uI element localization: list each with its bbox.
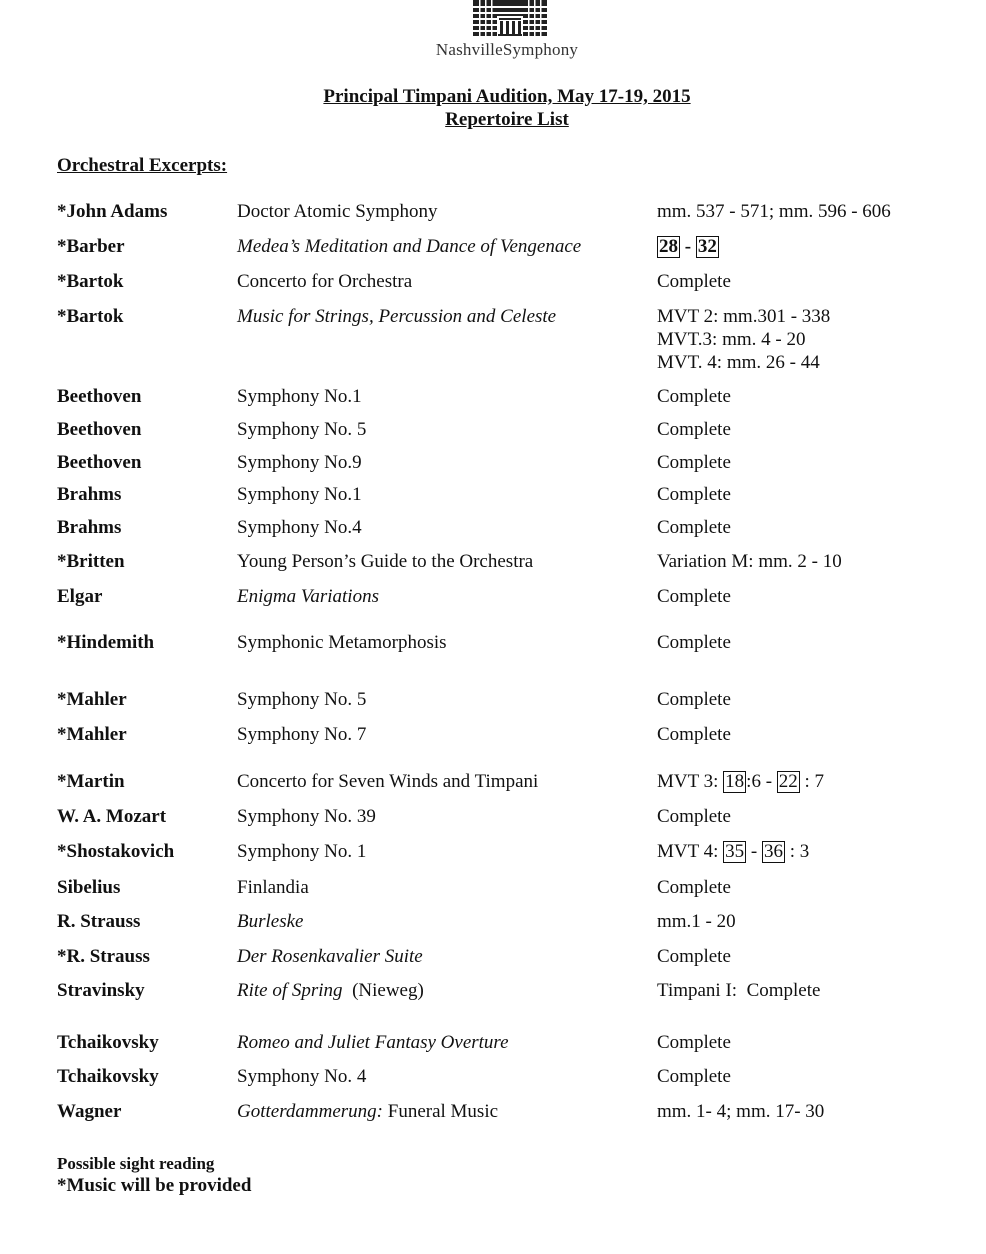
work-title-suffix: (Nieweg)	[342, 980, 424, 1001]
work-title: Symphony No.1	[237, 484, 362, 505]
work-title: Concerto for Seven Winds and Timpani	[237, 771, 539, 792]
composer: Beethoven	[57, 386, 142, 407]
work-title	[237, 945, 423, 968]
composer: *Britten	[57, 551, 125, 572]
composer: *Bartok	[57, 271, 124, 292]
composer: *Barber	[57, 236, 125, 257]
rehearsal-mark-box: 36	[764, 841, 783, 862]
composer: Sibelius	[57, 877, 121, 898]
composer: Beethoven	[57, 419, 142, 440]
work-title: Symphony No.1	[237, 386, 362, 407]
rehearsal-mark-box: 18	[725, 771, 745, 792]
nashville-symphony-logo-icon	[473, 0, 547, 40]
work-title: Concerto for Orchestra	[237, 271, 413, 292]
work-title: Symphony No. 7	[237, 724, 367, 745]
work-title	[237, 585, 379, 608]
work-title: Symphony No. 39	[237, 806, 376, 827]
measures-line: MVT.3: mm. 4 - 20	[657, 329, 806, 350]
composer: Tchaikovsky	[57, 1066, 159, 1087]
measures-middle: :6 -	[746, 771, 777, 792]
orchestral-excerpts-heading: Orchestral Excerpts:	[57, 155, 228, 176]
composer: *Bartok	[57, 306, 124, 327]
composer: Stravinsky	[57, 980, 145, 1001]
work-title: Finlandia	[237, 877, 309, 898]
work-title: Symphony No. 5	[237, 689, 367, 710]
work-title-italic: Rite of Spring	[237, 980, 343, 1001]
composer: *John Adams	[57, 201, 168, 222]
measures: mm. 1- 4; mm. 17- 30	[657, 1101, 825, 1122]
composer: Tchaikovsky	[57, 1032, 159, 1053]
composer: *Mahler	[57, 689, 127, 710]
measures	[657, 305, 830, 374]
work-title-italic: Music for Strings, Percussion and Celeste	[237, 306, 557, 327]
measures-prefix: MVT 4:	[657, 841, 724, 862]
composer: *Shostakovich	[57, 841, 175, 862]
measures: Complete	[657, 484, 731, 505]
composer: Brahms	[57, 484, 122, 505]
composer: *Martin	[57, 771, 125, 792]
logo-wordmark: NashvilleSymphony	[435, 40, 579, 59]
repertoire-list-title: Repertoire List	[445, 109, 569, 130]
measures: Complete	[657, 419, 731, 440]
work-title	[237, 235, 581, 258]
measures-line: MVT 2: mm.301 - 338	[657, 306, 831, 327]
measures: Complete	[657, 689, 731, 710]
measures-middle: -	[746, 841, 762, 862]
rehearsal-mark-box: 32	[697, 236, 717, 257]
measures	[657, 235, 719, 258]
composer: R. Strauss	[57, 911, 141, 932]
work-title-italic: Der Rosenkavalier Suite	[237, 946, 423, 967]
measures: Complete	[657, 1066, 731, 1087]
measures: Complete	[657, 946, 731, 967]
work-title	[237, 979, 424, 1002]
measures: Variation M: mm. 2 - 10	[657, 551, 842, 572]
measures-prefix: MVT 3:	[657, 771, 724, 792]
composer: *Hindemith	[57, 632, 155, 653]
work-title-italic: Romeo and Juliet Fantasy Overture	[237, 1032, 509, 1053]
measures	[657, 770, 824, 793]
rehearsal-mark-box: 22	[778, 771, 798, 792]
measures: mm. 537 - 571; mm. 596 - 606	[657, 201, 891, 222]
work-title: Young Person’s Guide to the Orchestra	[237, 551, 534, 572]
composer: Wagner	[57, 1101, 122, 1122]
work-title: Symphony No.4	[237, 517, 362, 538]
work-title: Symphony No.9	[237, 452, 362, 473]
measures: Complete	[657, 517, 731, 538]
work-title-italic: Gotterdammerung:	[237, 1101, 383, 1122]
measures: Complete	[657, 386, 731, 407]
work-title: Symphony No. 5	[237, 419, 367, 440]
measures: Complete	[657, 806, 731, 827]
composer: Brahms	[57, 517, 122, 538]
work-title-italic: Medea’s Meditation and Dance of Vengenace	[237, 236, 582, 257]
rehearsal-mark-box: 28	[659, 236, 678, 257]
composer: *Mahler	[57, 724, 127, 745]
measures: Complete	[657, 1032, 731, 1053]
measures: Timpani I: Complete	[657, 980, 821, 1001]
measures-suffix: : 7	[799, 771, 825, 792]
composer: *R. Strauss	[57, 946, 150, 967]
composer: Beethoven	[57, 452, 142, 473]
measures-line: MVT. 4: mm. 26 - 44	[657, 352, 820, 373]
measures: Complete	[657, 632, 731, 653]
measures: Complete	[657, 586, 731, 607]
work-title	[237, 1100, 498, 1123]
measures: Complete	[657, 271, 731, 292]
measures	[657, 840, 809, 863]
composer: Elgar	[57, 586, 103, 607]
work-title	[237, 1031, 509, 1054]
work-title: Symphony No. 1	[237, 841, 367, 862]
work-title: Symphony No. 4	[237, 1066, 367, 1087]
work-title-italic: Burleske	[237, 911, 304, 932]
sight-reading-note: Possible sight reading	[57, 1154, 215, 1173]
work-title: Symphonic Metamorphosis	[237, 632, 447, 653]
work-title	[237, 305, 556, 328]
work-title: Doctor Atomic Symphony	[237, 201, 438, 222]
measures-suffix: : 3	[785, 841, 810, 862]
composer: W. A. Mozart	[57, 806, 167, 827]
work-title-italic: Enigma Variations	[237, 586, 379, 607]
work-title-suffix: Funeral Music	[383, 1101, 499, 1122]
measures-separator: -	[680, 236, 696, 257]
audition-title: Principal Timpani Audition, May 17-19, 2015	[323, 86, 691, 107]
music-provided-note: *Music will be provided	[57, 1175, 252, 1196]
measures: Complete	[657, 452, 731, 473]
measures: Complete	[657, 877, 731, 898]
measures: mm.1 - 20	[657, 911, 736, 932]
measures: Complete	[657, 724, 731, 745]
work-title	[237, 910, 303, 933]
rehearsal-mark-box: 35	[725, 841, 745, 862]
